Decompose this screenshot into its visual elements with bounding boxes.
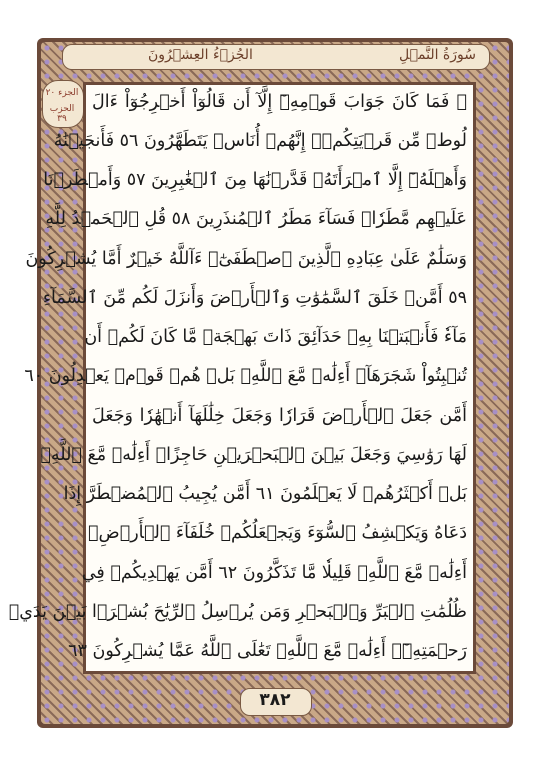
text-line-10: لَهَا رَوَٰسِيَ وَجَعَلَ بَيۡنَ ٱلۡبَحۡرَيۡنِ حَاجِزًاۗ أَءِلَٰهٞ مَّعَ ٱللَّهِۚ [40,445,467,465]
text-line-15: رَحۡمَتِهِۦٓۗ أَءِلَٰهٞ مَّعَ ٱللَّهِۚ تَعَٰلَى ٱللَّهُ عَمَّا يُشۡرِكُونَ ٦٣ [68,641,467,661]
text-line-1: ۞ فَمَا كَانَ جَوَابَ قَوۡمِهِۦٓ إِلَّآ أَن قَالُوٓاْ أَخۡرِجُوٓاْ ءَالَ [92,92,467,112]
text-line-9: أَمَّن جَعَلَ ٱلۡأَرۡضَ قَرَارٗا وَجَعَلَ خِلَٰلَهَآ أَنۡهَٰرٗا وَجَعَلَ [92,406,467,426]
text-line-7: مَآءٗ فَأَنۢبَتۡنَا بِهِۦ حَدَآئِقَ ذَاتَ بَهۡجَةٖ مَّا كَانَ لَكُمۡ أَن [84,327,467,347]
text-line-12: دَعَاهُ وَيَكۡشِفُ ٱلسُّوٓءَ وَيَجۡعَلُكُمۡ خُلَفَآءَ ٱلۡأَرۡضِۗ [88,523,467,543]
text-line-11: بَلۡ أَكۡثَرُهُمۡ لَا يَعۡلَمُونَ ٦١ أَمَّن يُجِيبُ ٱلۡمُضۡطَرَّ إِذَا [63,484,467,504]
text-line-13: أَءِلَٰهٞ مَّعَ ٱللَّهِۚ قَلِيلٗا مَّا تَذَكَّرُونَ ٦٢ أَمَّن يَهۡدِيكُمۡ فِي [81,563,467,583]
hizb-marker-text: الحزب ٣٩ [49,104,75,124]
text-line-14: ظُلُمَٰتِ ٱلۡبَرِّ وَٱلۡبَحۡرِ وَمَن يُرۡسِلُ ٱلرِّيَٰحَ بُشۡرَۢا بَيۡنَ يَدَيۡ [8,602,467,622]
juz-marker-text: الجزء ٢٠ [45,88,79,98]
text-line-2: لُوطٖ مِّن قَرۡيَتِكُمۡۖ إِنَّهُمۡ أُنَاسٞ يَتَطَهَّرُونَ ٥٦ فَأَنجَيۡنَٰهُ [53,131,467,151]
page-number: ٣٨٢ [259,690,291,710]
text-line-5: وَسَلَٰمٌ عَلَىٰ عِبَادِهِ ٱلَّذِينَ ٱصۡطَفَىٰٓۗ ءَآللَّهُ خَيۡرٌ أَمَّا يُشۡرِكُونَ [25,249,467,269]
text-line-8: تُنۢبِتُواْ شَجَرَهَآۗ أَءِلَٰهٞ مَّعَ ٱللَّهِۚ بَلۡ هُمۡ قَوۡمٞ يَعۡدِلُونَ ٦٠ [24,366,467,386]
text-line-3: وَأَهۡلَهُۥٓ إِلَّا ٱمۡرَأَتَهُۥ قَدَّرۡنَٰهَا مِنَ ٱلۡغَٰبِرِينَ ٥٧ وَأَمۡطَرۡنَا [43,170,467,190]
text-line-4: عَلَيۡهِم مَّطَرٗاۖ فَسَآءَ مَطَرُ ٱلۡمُنذَرِينَ ٥٨ قُلِ ٱلۡحَمۡدُ لِلَّهِ [45,209,467,229]
surah-name: سُورَةُ النَّمۡلِ [399,47,476,63]
text-line-6: ٥٩ أَمَّنۡ خَلَقَ ٱلسَّمَٰوَٰتِ وَٱلۡأَرۡضَ وَأَنزَلَ لَكُم مِّنَ ٱلسَّمَآءِ [42,288,467,308]
juz-name: الجُزۡءُ العِشۡرُونَ [148,47,253,63]
